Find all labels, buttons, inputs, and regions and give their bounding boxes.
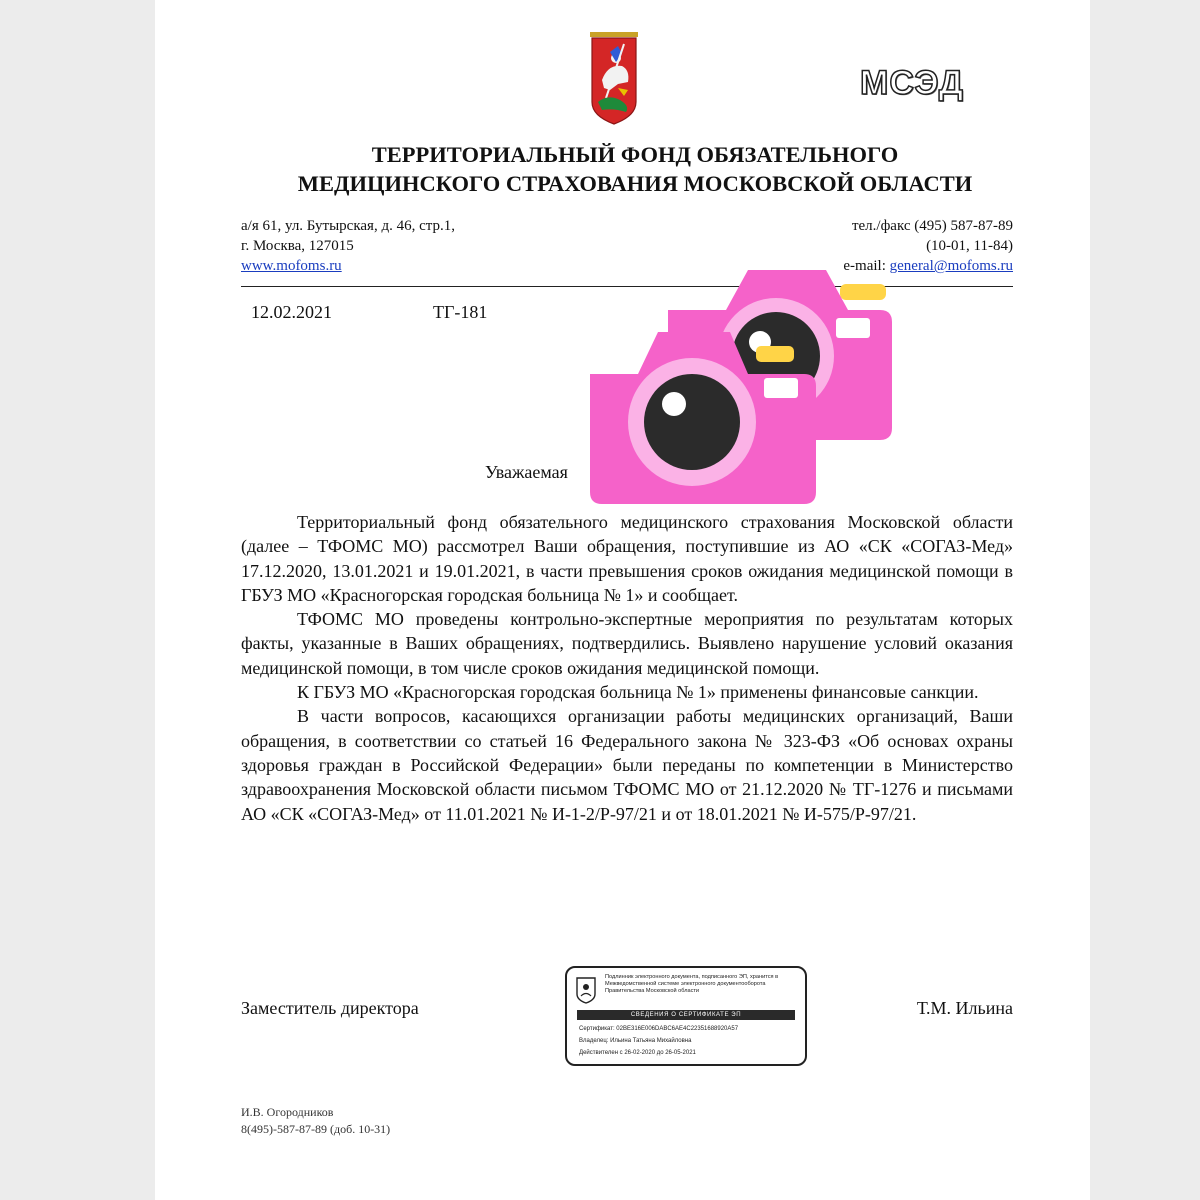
organization-title-line1: ТЕРРИТОРИАЛЬНЫЙ ФОНД ОБЯЗАТЕЛЬНОГО [371, 142, 899, 167]
paragraph: ТФОМС МО проведены контрольно-экспертные мероприятия по результатам которых факты, указанные в Ваших обращениях, подтвердились. Выявлено нарушение условий оказания медицинской помощи, в том числе сроков ожидания медицинской помощи. [241, 609, 1013, 678]
website-link[interactable]: www.mofoms.ru [241, 258, 342, 274]
letter-page [155, 0, 1090, 1200]
executor-block [241, 1104, 390, 1138]
document-date: 12.02.2021 [251, 302, 332, 322]
stamp-certificate-header: СВЕДЕНИЯ О СЕРТИФИКАТЕ ЭП [577, 1010, 795, 1020]
letter-body [241, 510, 1013, 826]
phone-extensions: (10-01, 11-84) [926, 238, 1013, 254]
signatory-role: Заместитель директора [241, 998, 419, 1018]
stamp-emblem-icon [575, 976, 597, 1004]
address-city: г. Москва, 127015 [241, 238, 354, 254]
stamp-validity: Действителен с 26-02-2020 до 26-05-2021 [579, 1050, 696, 1056]
phone-fax: тел./факс (495) 587-87-89 [851, 218, 1013, 234]
executor-phone: 8(495)-587-87-89 (доб. 10-31) [241, 1122, 391, 1136]
background-right [1090, 0, 1200, 1200]
executor-name: И.В. Огородников [241, 1105, 334, 1119]
document-number: ТГ-181 [433, 302, 488, 322]
camera-sticker-icon [580, 262, 910, 514]
background-left [0, 0, 155, 1200]
organization-title-line2: МЕДИЦИНСКОГО СТРАХОВАНИЯ МОСКОВСКОЙ ОБЛАСТИ [297, 171, 973, 196]
coat-of-arms-icon [588, 28, 640, 126]
email-label: e-mail: [843, 258, 886, 274]
paragraph: Территориальный фонд обязательного медицинского страхования Московской области (далее – ТФОМС МО) рассмотрел Ваши обращения, поступившие из АО «СК «СОГАЗ-Мед» 17.12.2020, 13.01.2021 и 19.01.2021, в части превышения сроков ожидания медицинской помощи в ГБУЗ МО «Красногорская городская больница № 1» и сообщает. [241, 512, 1013, 605]
signatory-name: Т.М. Ильина [916, 998, 1013, 1018]
address-street: а/я 61, ул. Бутырская, д. 46, стр.1, [241, 218, 455, 234]
electronic-signature-stamp [565, 966, 807, 1066]
stamp-owner: Владелец: Ильина Татьяна Михайловна [579, 1038, 692, 1044]
camera-sticker-front [590, 332, 816, 504]
address-block [241, 216, 455, 276]
organization-title [195, 140, 1075, 198]
stamp-notice: Подлинник электронного документа, подписанного ЭП, хранится в Межведомственной системе электронного документооборота Правительства Московской области [605, 974, 779, 994]
paragraph: К ГБУЗ МО «Красногорская городская больница № 1» применены финансовые санкции. [297, 682, 979, 703]
greeting: Уважаемая [485, 462, 568, 482]
stamp-certificate-number: Сертификат: 02BE316E006DABC6AE4C22351688920A57 [579, 1026, 739, 1032]
msed-badge: МСЭД [860, 64, 964, 102]
email-link[interactable]: general@mofoms.ru [889, 258, 1013, 274]
paragraph: В части вопросов, касающихся организации работы медицинских организаций, Ваши обращения, в соответствии со статьей 16 Федерального закона № 323-ФЗ «Об основах охраны здоровья граждан в Российской Федерации» были переданы по компетенции в Министерство здравоохранения Московской области письмом ТФОМС МО от 21.12.2020 № ТГ-1276 и письмами АО «СК «СОГАЗ-Мед» от 11.01.2021 № И-1-2/Р-97/21 и от 18.01.2021 № И-575/Р-97/21. [241, 706, 1013, 824]
